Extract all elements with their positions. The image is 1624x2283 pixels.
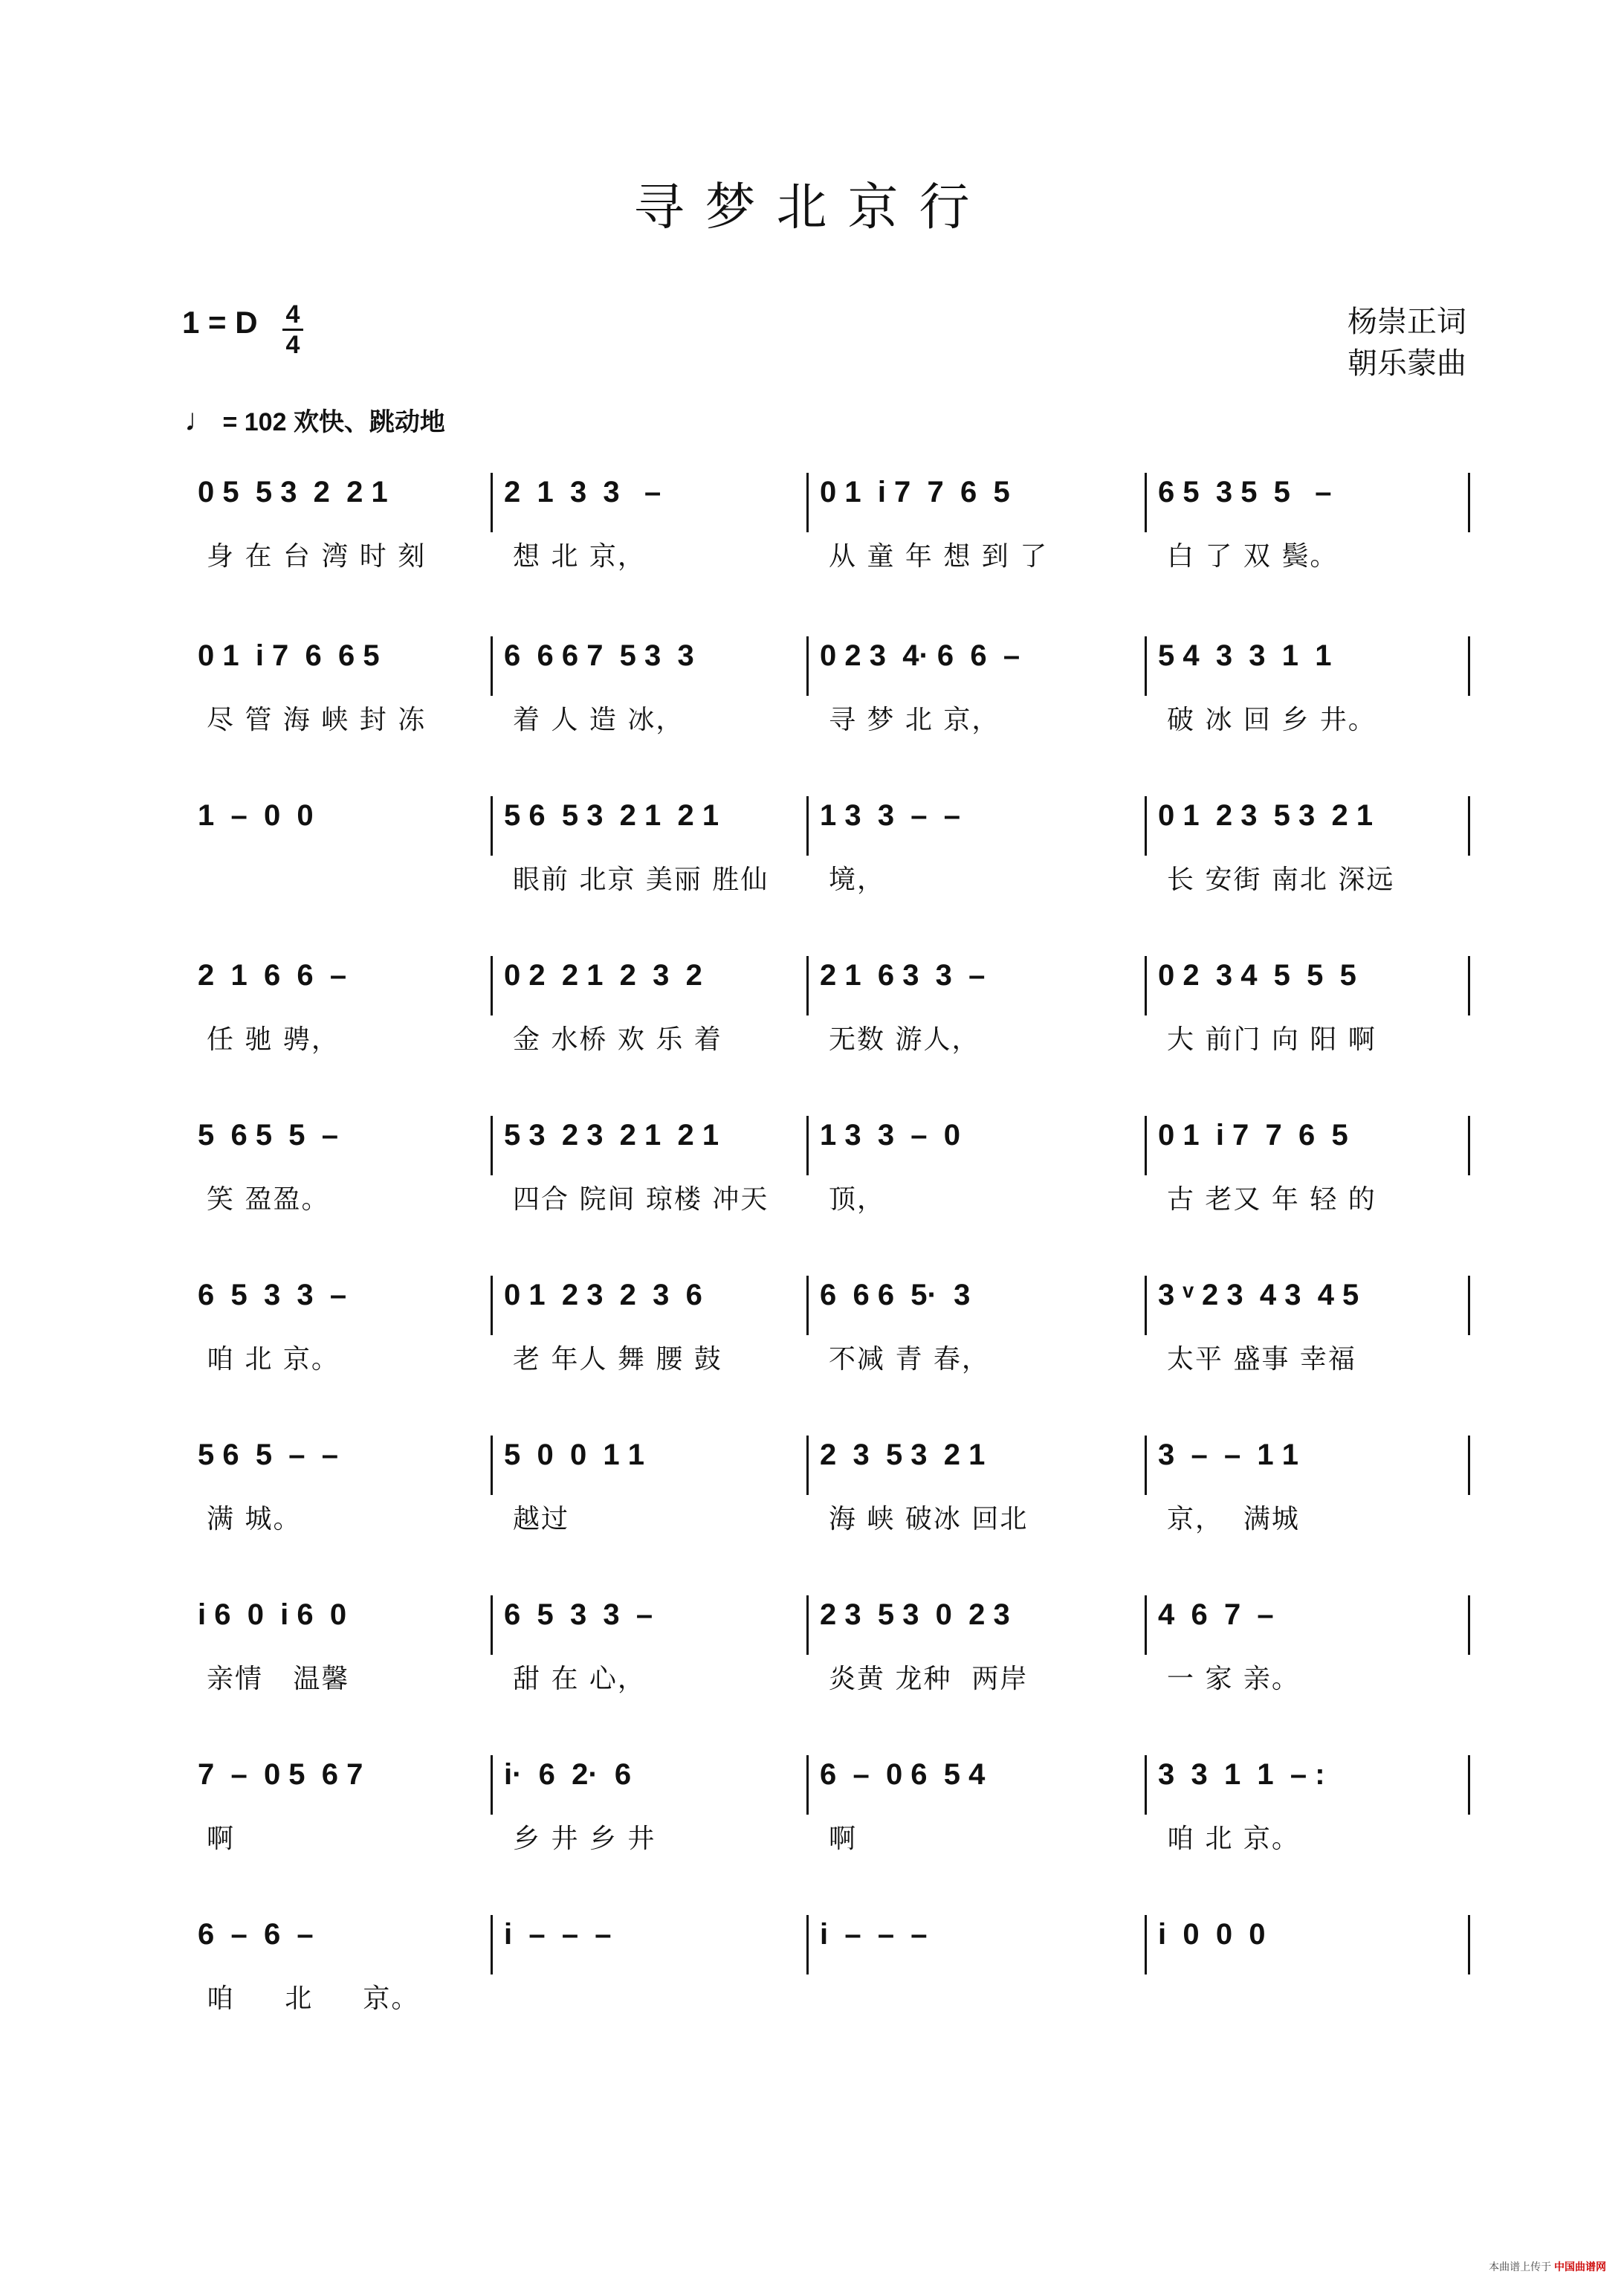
- staff-row: [0, 639, 1624, 810]
- bar-line: [806, 473, 809, 532]
- measure-notes: 3 ᵛ 2 3 4 3 4 5: [1158, 1279, 1359, 1311]
- measure-lyrics: 啊: [829, 1824, 858, 1854]
- measure-notes: 6 6 6 7 5 3 3: [504, 639, 694, 672]
- footer-text: 本曲谱上传于: [1489, 2261, 1552, 2273]
- time-top: 4: [285, 300, 300, 329]
- measure-lyrics: 京， 满城: [1167, 1504, 1300, 1534]
- measure-notes: 3 3 1 1 – :: [1158, 1758, 1325, 1791]
- measure-lyrics: 眼前 北京 美丽 胜仙: [513, 865, 769, 895]
- bar-line: [806, 1755, 809, 1815]
- measure-notes: 6 6 6 5· 3: [820, 1279, 971, 1311]
- measure-lyrics: 任 驰 骋，: [207, 1024, 340, 1055]
- measure-notes: 6 5 3 3 –: [504, 1598, 653, 1631]
- measure-lyrics: 无数 游人，: [829, 1024, 980, 1055]
- bar-line: [806, 1436, 809, 1495]
- bar-line: [1468, 1595, 1470, 1655]
- bar-line: [1145, 1276, 1147, 1335]
- bar-line: [1145, 1595, 1147, 1655]
- measure-lyrics: 越过: [513, 1504, 570, 1534]
- staff-row: [0, 1918, 1624, 2089]
- measure-notes: 6 – 0 6 5 4: [820, 1758, 986, 1791]
- composer: 朝乐蒙曲: [1348, 346, 1466, 381]
- bar-line: [491, 1755, 493, 1815]
- key-label: 1 = D: [182, 305, 258, 340]
- footer: [1489, 2259, 1606, 2274]
- measure-notes: i – – –: [820, 1918, 928, 1951]
- measure-notes: 5 0 0 1 1: [504, 1438, 645, 1471]
- measure-notes: 0 2 3 4· 6 6 –: [820, 639, 1020, 672]
- staff-row: [0, 1119, 1624, 1290]
- measure-lyrics: 尽 管 海 峡 封 冻: [207, 705, 427, 735]
- tempo-value: = 102: [222, 408, 287, 436]
- measure-notes: 2 1 6 6 –: [198, 959, 347, 992]
- measure-lyrics: 咱 北 京。: [1167, 1824, 1300, 1854]
- measure-lyrics: 不减 青 春，: [829, 1344, 990, 1375]
- measure-notes: 2 1 6 3 3 –: [820, 959, 986, 992]
- bar-line: [1145, 473, 1147, 532]
- bar-line: [1468, 1755, 1470, 1815]
- measure-notes: 0 1 i 7 6 6 5: [198, 639, 380, 672]
- bar-line: [1145, 1755, 1147, 1815]
- measure-lyrics: 寻 梦 北 京，: [829, 705, 1000, 735]
- staff-row: [0, 1438, 1624, 1609]
- measure-lyrics: 甜 在 心，: [513, 1664, 646, 1694]
- bar-line: [1468, 796, 1470, 856]
- bar-line: [806, 636, 809, 696]
- measure-notes: 5 3 2 3 2 1 2 1: [504, 1119, 719, 1152]
- measure-notes: 6 5 3 5 5 –: [1158, 476, 1332, 508]
- bar-line: [491, 1915, 493, 1974]
- staff-row: [0, 799, 1624, 970]
- measure-notes: 5 4 3 3 1 1: [1158, 639, 1332, 672]
- bar-line: [806, 1595, 809, 1655]
- bar-line: [1145, 636, 1147, 696]
- bar-line: [806, 956, 809, 1015]
- bar-line: [806, 1116, 809, 1175]
- bar-line: [491, 1276, 493, 1335]
- measure-lyrics: 白 了 双 鬓。: [1167, 541, 1339, 572]
- measure-notes: 6 5 3 3 –: [198, 1279, 347, 1311]
- bar-line: [491, 956, 493, 1015]
- measure-notes: 5 6 5 5 –: [198, 1119, 339, 1152]
- bar-line: [491, 1436, 493, 1495]
- measure-lyrics: 四合 院间 琼楼 冲天: [513, 1184, 769, 1215]
- measure-notes: 0 1 i 7 7 6 5: [820, 476, 1010, 508]
- measure-lyrics: 身 在 台 湾 时 刻: [207, 541, 427, 572]
- measure-lyrics: 咱 北 京。: [207, 1344, 340, 1375]
- measure-notes: 5 6 5 3 2 1 2 1: [504, 799, 719, 832]
- measure-notes: 2 3 5 3 0 2 3: [820, 1598, 1010, 1631]
- measure-lyrics: 顶，: [829, 1184, 886, 1215]
- measure-notes: 1 3 3 – –: [820, 799, 961, 832]
- measure-lyrics: 咱 北 京。: [207, 1983, 420, 2014]
- measure-notes: 1 3 3 – 0: [820, 1119, 961, 1152]
- bar-line: [1145, 1116, 1147, 1175]
- measure-lyrics: 想 北 京，: [513, 541, 646, 572]
- staff-row: [0, 1758, 1624, 1929]
- measure-notes: 4 6 7 –: [1158, 1598, 1274, 1631]
- measure-lyrics: 海 峡 破冰 回北: [829, 1504, 1029, 1534]
- measure-notes: 0 1 i 7 7 6 5: [1158, 1119, 1348, 1152]
- tempo-marking: [184, 401, 445, 438]
- bar-line: [1145, 796, 1147, 856]
- measure-lyrics: 金 水桥 欢 乐 着: [513, 1024, 722, 1055]
- score-title: 寻梦北京行: [633, 178, 991, 237]
- measure-lyrics: 炎黄 龙种 两岸: [829, 1664, 1029, 1694]
- time-signature: [282, 301, 303, 358]
- bar-line: [491, 1595, 493, 1655]
- measure-lyrics: 境，: [829, 865, 886, 895]
- measure-lyrics: 老 年人 舞 腰 鼓: [513, 1344, 722, 1375]
- measure-notes: 2 3 5 3 2 1: [820, 1438, 986, 1471]
- quarter-note-icon: ♩: [184, 402, 216, 437]
- tempo-text: 欢快、跳动地: [293, 408, 445, 436]
- bar-line: [1468, 1276, 1470, 1335]
- measure-lyrics: 太平 盛事 幸福: [1167, 1344, 1356, 1375]
- bar-line: [1145, 1436, 1147, 1495]
- bar-line: [1468, 956, 1470, 1015]
- bar-line: [806, 1915, 809, 1974]
- measure-lyrics: 破 冰 回 乡 井。: [1167, 705, 1376, 735]
- bar-line: [806, 796, 809, 856]
- measure-lyrics: 乡 井 乡 井: [513, 1824, 656, 1854]
- measure-lyrics: 着 人 造 冰，: [513, 705, 685, 735]
- measure-lyrics: 一 家 亲。: [1167, 1664, 1300, 1694]
- measure-lyrics: 啊: [207, 1824, 236, 1854]
- measure-lyrics: 长 安街 南北 深远: [1167, 865, 1395, 895]
- measure-notes: 5 6 5 – –: [198, 1438, 339, 1471]
- measure-notes: i 0 0 0: [1158, 1918, 1266, 1951]
- bar-line: [491, 473, 493, 532]
- measure-notes: 0 1 2 3 2 3 6: [504, 1279, 702, 1311]
- measure-notes: i – – –: [504, 1918, 612, 1951]
- measure-notes: 0 5 5 3 2 2 1: [198, 476, 388, 508]
- bar-line: [1468, 1436, 1470, 1495]
- measure-lyrics: 从 童 年 想 到 了: [829, 541, 1049, 572]
- measure-notes: 2 1 3 3 –: [504, 476, 661, 508]
- footer-brand: 中国曲谱网: [1554, 2261, 1606, 2273]
- bar-line: [491, 1116, 493, 1175]
- staff-row: [0, 476, 1624, 647]
- measure-notes: 3 – – 1 1: [1158, 1438, 1299, 1471]
- bar-line: [1468, 1116, 1470, 1175]
- measure-lyrics: 满 城。: [207, 1504, 302, 1534]
- measure-notes: 1 – 0 0: [198, 799, 314, 832]
- bar-line: [1468, 1915, 1470, 1974]
- time-bottom: 4: [285, 331, 300, 359]
- bar-line: [491, 636, 493, 696]
- key-signature: [182, 305, 258, 340]
- bar-line: [1468, 473, 1470, 532]
- measure-lyrics: 亲情 温馨: [207, 1664, 350, 1694]
- bar-line: [1468, 636, 1470, 696]
- staff-row: [0, 959, 1624, 1130]
- bar-line: [806, 1276, 809, 1335]
- measure-lyrics: 大 前门 向 阳 啊: [1167, 1024, 1376, 1055]
- bar-line: [1145, 1915, 1147, 1974]
- staff-row: [0, 1279, 1624, 1450]
- measure-notes: 0 2 2 1 2 3 2: [504, 959, 702, 992]
- credits: [1348, 301, 1466, 384]
- lyricist: 杨崇正词: [1348, 305, 1466, 339]
- measure-notes: i 6 0 i 6 0: [198, 1598, 347, 1631]
- measure-lyrics: 古 老又 年 轻 的: [1167, 1184, 1376, 1215]
- staff-row: [0, 1598, 1624, 1769]
- measure-notes: 6 – 6 –: [198, 1918, 314, 1951]
- measure-notes: 0 1 2 3 5 3 2 1: [1158, 799, 1374, 832]
- measure-lyrics: 笑 盈盈。: [207, 1184, 330, 1215]
- measure-notes: 7 – 0 5 6 7: [198, 1758, 363, 1791]
- measure-notes: i· 6 2· 6: [504, 1758, 632, 1791]
- bar-line: [1145, 956, 1147, 1015]
- bar-line: [491, 796, 493, 856]
- measure-notes: 0 2 3 4 5 5 5: [1158, 959, 1356, 992]
